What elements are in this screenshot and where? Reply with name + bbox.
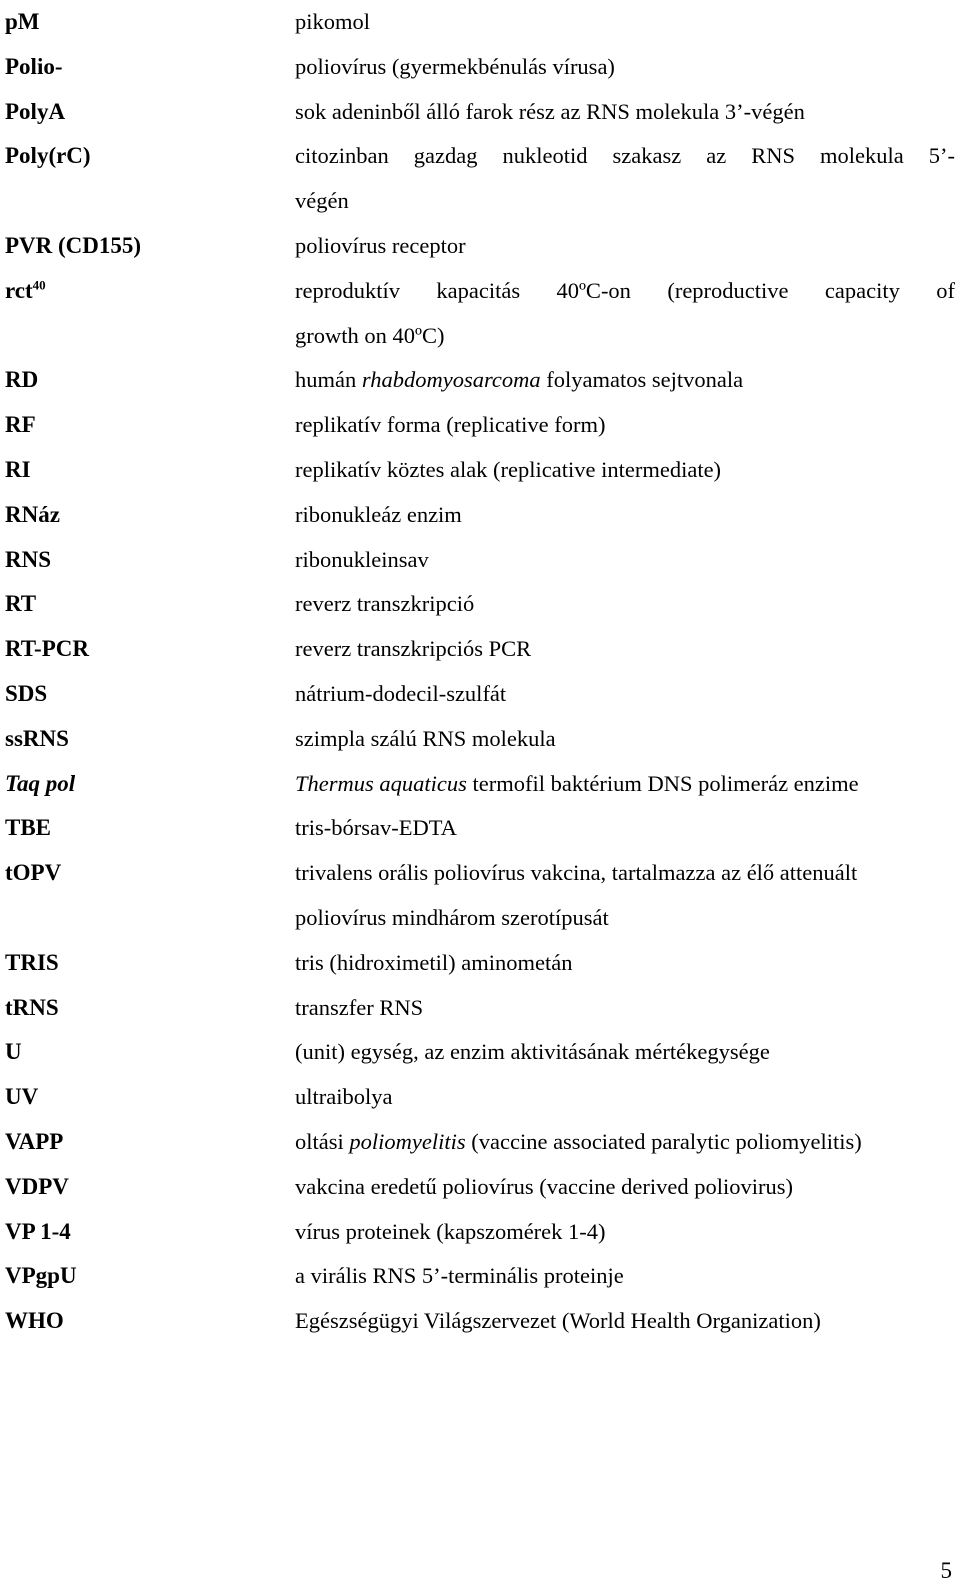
abbreviation-term: PVR (CD155) [5,232,142,258]
abbreviation-term-text: rct [5,277,33,303]
list-item [5,448,955,493]
abbreviation-term: tRNS [5,994,59,1020]
abbreviation-definition: reverz transzkripciós PCR [295,636,532,662]
abbreviation-term: PolyA [5,98,66,124]
abbreviation-definition: poliovírus receptor [295,232,466,258]
abbreviation-definition-continued: végén [295,188,349,214]
abbreviation-definition: replikatív forma (replicative form) [295,412,606,438]
abbreviation-definition-continued: growth on 40ºC) [295,322,445,348]
italic-term: Thermus aquaticus [295,770,467,796]
list-item [5,358,955,403]
abbreviation-term: Polio- [5,53,63,79]
abbreviation-definition: Thermus aquaticus termofil baktérium DNS polimeráz enzime [295,770,859,796]
abbreviation-definition: transzfer RNS [295,994,424,1020]
abbreviation-term: RNáz [5,501,60,527]
list-item [5,1254,955,1299]
abbreviation-definition: humán rhabdomyosarcoma folyamatos sejtvonala [295,367,744,393]
abbreviation-term: SDS [5,680,48,706]
abbreviation-term: RF [5,412,36,438]
italic-term: rhabdomyosarcoma [361,367,541,393]
list-item [5,224,955,269]
abbreviation-term: RT [5,591,37,617]
abbreviation-definition: reproduktív kapacitás 40ºC-on (reproductive capacity of [295,277,955,303]
list-item [5,717,955,762]
list-item [5,134,955,224]
abbreviation-definition: ultraibolya [295,1084,393,1110]
abbreviation-definition-continued: poliovírus mindhárom szerotípusát [295,904,609,930]
abbreviation-definition: citozinban gazdag nukleotid szakasz az RNS molekula 5’- [295,143,955,169]
list-item [5,1075,955,1120]
abbreviation-term: Poly(rC) [5,143,91,169]
abbreviation-term: tOPV [5,860,62,886]
abbreviation-term: VPgpU [5,1263,77,1289]
abbreviation-definition: vírus proteinek (kapszomérek 1-4) [295,1218,606,1244]
abbreviation-term: Taq pol [5,770,76,796]
list-item [5,90,955,135]
abbreviation-definition: ribonukleáz enzim [295,501,462,527]
list-item [5,986,955,1031]
abbreviation-term: TBE [5,815,52,841]
abbreviation-term: WHO [5,1308,64,1334]
abbreviation-definition: trivalens orális poliovírus vakcina, tartalmazza az élő attenuált [295,860,858,886]
abbreviation-definition: oltási poliomyelitis (vaccine associated paralytic poliomyelitis) [295,1128,862,1154]
abbreviation-term-superscript: 40 [32,277,46,293]
italic-term: poliomyelitis [349,1128,466,1154]
list-item [5,403,955,448]
list-item [5,762,955,807]
list-item [5,269,955,359]
abbreviation-term: VAPP [5,1128,64,1154]
abbreviation-term: RI [5,456,31,482]
abbreviation-definition: reverz transzkripció [295,591,475,617]
list-item [5,493,955,538]
abbreviation-term [5,279,46,303]
list-item [5,672,955,717]
abbreviation-definition: szimpla szálú RNS molekula [295,725,556,751]
abbreviation-term: ssRNS [5,725,69,751]
abbreviation-definition: Egészségügyi Világszervezet (World Health Organization) [295,1308,821,1334]
abbreviation-definition: poliovírus (gyermekbénulás vírusa) [295,53,615,79]
list-item [5,45,955,90]
abbreviation-definition: pikomol [295,9,371,34]
abbreviation-definition: tris-bórsav-EDTA [295,815,457,841]
list-item [5,627,955,672]
abbreviation-term: RD [5,367,39,393]
abbreviation-definition: sok adeninből álló farok rész az RNS molekula 3’-végén [295,98,805,124]
abbreviation-list [5,0,955,1344]
list-item [5,1030,955,1075]
list-item [5,0,955,45]
list-item [5,941,955,986]
list-item [5,1210,955,1255]
abbreviation-term: U [5,1039,22,1065]
abbreviation-definition: tris (hidroximetil) aminometán [295,949,573,975]
abbreviation-term: UV [5,1084,39,1110]
list-item [5,582,955,627]
abbreviation-definition: a virális RNS 5’-terminális proteinje [295,1263,624,1289]
page-number: 5 [940,1558,952,1583]
abbreviation-definition: nátrium-dodecil-szulfát [295,680,507,706]
list-item [5,538,955,583]
abbreviation-term: RT-PCR [5,636,89,662]
abbreviation-term: TRIS [5,949,59,975]
abbreviation-term: VDPV [5,1173,69,1199]
list-item [5,806,955,851]
abbreviation-definition: ribonukleinsav [295,546,429,572]
list-item [5,1120,955,1165]
abbreviation-term: VP 1-4 [5,1218,71,1244]
list-item [5,1299,955,1344]
abbreviation-definition: replikatív köztes alak (replicative intermediate) [295,456,722,482]
abbreviation-term: RNS [5,546,52,572]
abbreviation-term: pM [5,9,40,34]
abbreviation-definition: vakcina eredetű poliovírus (vaccine derived poliovirus) [295,1173,793,1199]
list-item [5,851,955,941]
list-item [5,1165,955,1210]
abbreviation-definition: (unit) egység, az enzim aktivitásának mértékegysége [295,1039,770,1065]
